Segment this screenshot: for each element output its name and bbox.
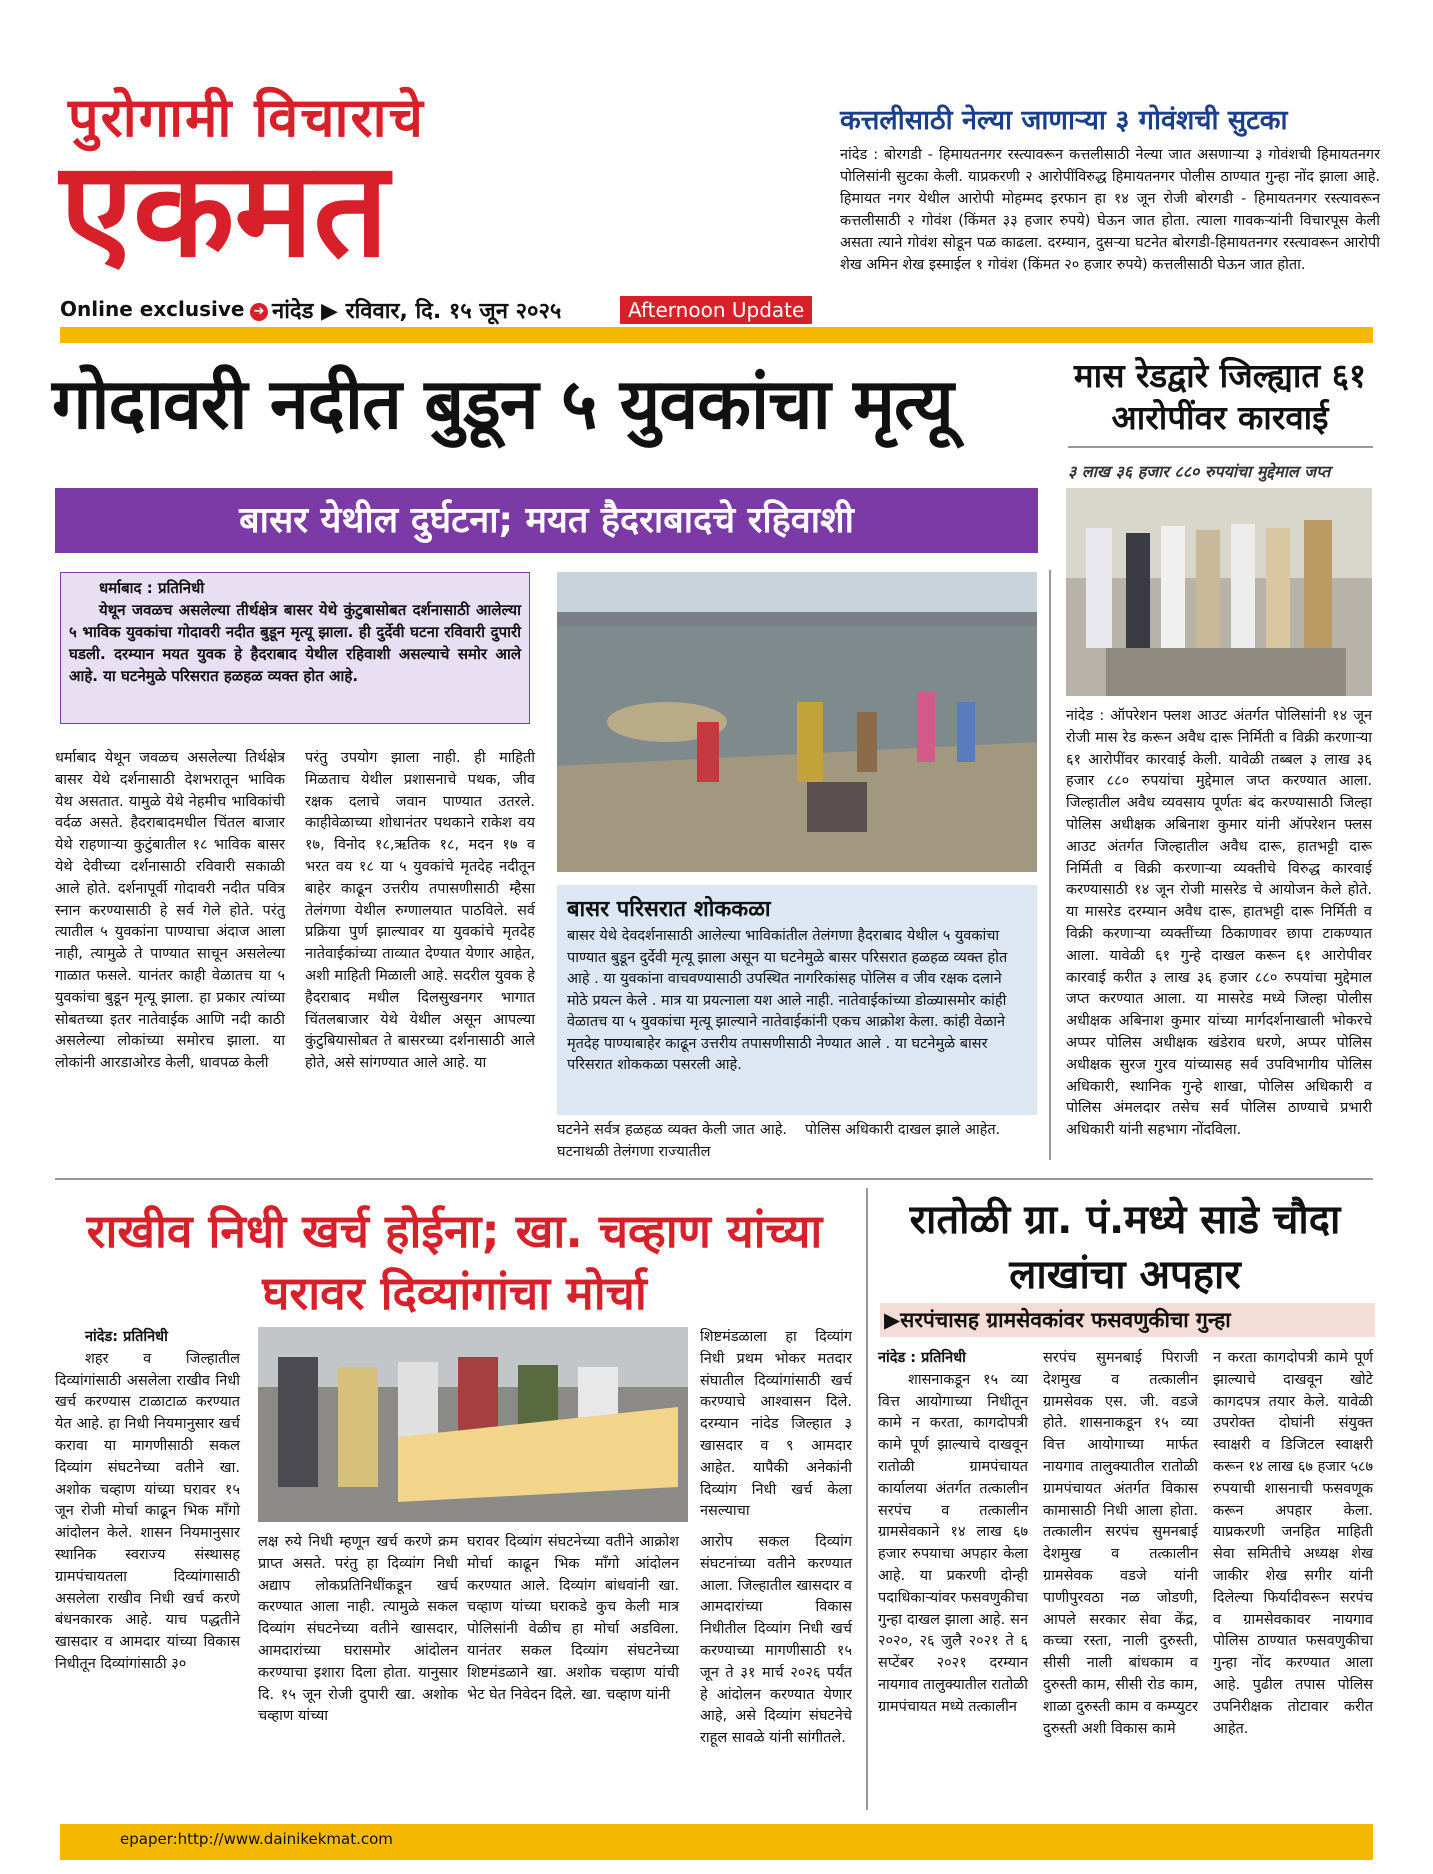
right-subheadline: ३ लाख ३६ हजार ८८० रुपयांचा मुद्देमाल जप्त [1068, 462, 1331, 481]
bottom-left-col-4-bottom: आरोप सकल दिव्यांग संघटनांच्या वतीने करण्यात आला. जिल्हातील खासदार व आमदारांच्या विकास निधीतील दिव्यांग निधी खर्च करण्याच्या मागणीसाठी १५ जून ते ३१ मार्च २०२६ पर्यंत हे आंदोलन करण्यात येणार आहे, असे दिव्यांग संघटनेचे राहूल सावळे यांनी सांगीतले. [700, 1534, 852, 1747]
main-byline: धर्माबाद : प्रतिनिधी [99, 579, 205, 597]
caption-body: बासर येथे देवदर्शनासाठी आलेल्या भाविकांतील तेलंगणा हैदराबाद येथील ५ युवकांचा पाण्यात बुडून दुर्देवी मृत्यू झाला असून या घटनेमुळे बासर परिसरात हळहळ व्यक्त होत आहे . या युवकांना वाचवण्यासाठी उपस्थित नागरिकांसह पोलिस व जीव रक्षक दलाने मोठे प्रयत्न केले . मात्र या प्रयत्नाला यश आले नाही. नातेवाईकांच्या डोळ्यासमोर कांही वेळातच या ५ युवकांचा मृत्यू झाल्याने नातेवाईकांनी एकच आक्रोश केला. कांही वेळाने मृतदेह पाण्याबाहेर काढून उत्तरीय तपासणीसाठी नेण्यात आले . या घटनेमुळे बासर परिसरात शोककळा पसरली आहे. [567, 928, 1008, 1073]
main-intro-text: येथून जवळच असलेल्या तीर्थक्षेत्र बासर येथे कुंटुबासोबत दर्शनासाठी आलेल्या ५ भाविक युवकांचा गोदावरी नदीत बुडून मृत्यू झाला. ही दुर्देवी घटना रविवारी दुपारी घडली. दरम्यान मयत युवक हे हैदराबाद येथील रहिवाशी असल्याचे समोर आले आहे. या घटनेमुळे परिसरात हळहळ व्यक्त होत आहे. [69, 601, 521, 685]
afternoon-update-badge: Afternoon Update [620, 296, 812, 324]
top-right-headline: कत्तलीसाठी नेल्या जाणाऱ्या ३ गोवंशची सुटका [840, 105, 1288, 136]
bottom-right-col-3: न करता कागदोपत्री कामे पूर्ण झाल्याचे दाखवून खोटे कागदपत्र तयार केले. यावेळी उपरोक्त दोघांनी संयुक्त स्वाक्षरी व डिजिटल स्वाक्षरी करून १४ लाख ६७ हजार ५८७ रुपयाची शासनाची फसवणूक करून अपहार केला. याप्रकरणी जनहित माहिती सेवा समितीचे अध्यक्ष शेख जाकीर शेख सगीर यांनी दिलेल्या फिर्यादीवरून सरपंच व ग्रामसेवकावर नायगाव पोलिस ठाण्यात फसवणुकीचा गुन्हा नोंद करण्यात आला आहे. पुढील तपास पोलिस उपनिरीक्षक तोटावार करीत आहेत. [1213, 1350, 1373, 1737]
police-photo-illustration [1066, 488, 1372, 696]
main-subheadline: बासर येथील दुर्घटना; मयत हैदराबादचे रहिवाशी [55, 488, 1038, 553]
main-col-3: घटनेने सर्वत्र हळहळ व्यक्त केली जात आहे. घटनाथळी तेलंगणा राज्यातील [557, 1122, 787, 1160]
bottom-right-subheadline: ▶सरपंचासह ग्रामसेवकांवर फसवणुकीचा गुन्हा [880, 1303, 1375, 1337]
bottom-left-col-4-top: शिष्टमंडळाला हा दिव्यांग निधी प्रथम भोकर मतदार संघातील दिव्यांगांसाठी खर्च करण्याचे आश्वासन दिले. दरम्यान नांदेड जिल्हात ३ खासदार व ९ आमदार आहेत. यापैकी अनेकांनी दिव्यांग निधी खर्च केला नसल्याचा [700, 1329, 852, 1520]
section-divider [55, 1178, 1373, 1180]
bottom-divider [866, 1188, 868, 1810]
bottom-left-col-2: लक्ष रुये निधी म्हणून खर्च करणे क्रम प्राप्त असते. परंतु हा दिव्यांग निधी अद्याप लोकप्रतिनिधींकडून खर्च करण्यात आला नाही. त्यामुळे सकल दिव्यांग संघटनेच्या वतीने खासदार, आमदारांच्या घरासमोर आंदोलन करण्याचा इशारा दिला होता. यानुसार दि. १५ जून रोजी दुपारी खा. अशोक चव्हाण यांच्या [258, 1534, 458, 1725]
protest-photo-illustration [258, 1327, 688, 1522]
bottom-right-byline: नांदेड : प्रतिनिधी [878, 1350, 966, 1366]
masthead-logo: एकमत [60, 132, 389, 287]
epaper-link[interactable]: epaper:http://www.dainikekmat.com [120, 1830, 393, 1848]
bottom-right-col-1 [878, 1348, 1028, 1719]
river-photo-illustration [557, 572, 1037, 872]
online-exclusive-label: Online exclusive [60, 297, 245, 321]
masthead-tagline: पुरोगामी विचाराचे [68, 86, 425, 149]
main-col-2: परंतु उपयोग झाला नाही. ही माहिती मिळताच येथील प्रशासनाचे पथक, जीव रक्षक दलाचे जवान पाण्यात उतरले. काहीवेळाच्या शोधानंतर पथकाने राकेश वय १७, विनोद १८,ऋतिक १८, मदन १७ व भरत वय १८ या ५ युवकांचे मृतदेह नदीतून बाहेर काढून उत्तरीय तपासणीसाठी म्हैसा तेलंगणा येथील रुग्णालयात पाठविले. सर्व प्रक्रिया पुर्ण झाल्यावर या युवकांचे मृतदेह नातेवाईकांच्या ताव्यात देण्यात येणार आहेत, अशी माहिती मिळाली आहे. सदरील युवक हे हैदराबाद मधील दिलसुखनगर भागात चिंतलबाजार येथे येथील असून आपल्या कुंटुबियासोबत ते बासरच्या दर्शनासाठी आले होते, असे सांगण्यात आले आहे. या [305, 750, 535, 1072]
right-headline: मास रेडद्वारे जिल्ह्यात ६१ आरोपींवर कारवाई [1073, 356, 1367, 437]
right-headline-rule [1068, 446, 1373, 448]
arrow-right-icon: ➔ [250, 303, 268, 321]
protest-photo [258, 1327, 688, 1522]
bottom-left-col-1 [55, 1327, 240, 1676]
right-body: नांदेड : ऑपरेशन फ्लश आउट अंतर्गत पोलिसांनी १४ जून रोजी मास रेड करून अवैध दारू निर्मिती व विक्री करणाऱ्या ६१ आरोपींवर कारवाई केली. यावेळी तब्बल ३ लाख ३६ हजार ८८० रुपयांचा मुद्देमाल जप्त करण्यात आला. जिल्हातील अवैध व्यवसाय पूर्णतः बंद करण्यासाठी जिल्हा पोलिस अधीक्षक अबिनाश कुमार यांनी ऑपरेशन फ्लस आउट अंतर्गत जिल्हातील अवैध दारू, हातभट्टी दारू निर्मिती व विक्री करणाऱ्या व्यक्तीचे विरुद्ध कारवाई करण्यासाठी १४ जून रोजी मासरेड चे आयोजन केले होते. या मासरेड दरम्यान अवैध दारू, हातभट्टी दारू निर्मिती व विक्री करणाऱ्या व्यक्तींच्या ठिकाणावर छापा टाकण्यात आला. यावेळी ६१ गुन्हे दाखल करून ६१ आरोपीवर कारवाई करीत ३ लाख ३६ हजार ८८० रुपयांचा मुद्देमाल जप्त करण्यात आला. या मासरेड मध्ये जिल्हा पोलीस अधीक्षक अबिनाश कुमार यांच्या मार्गदर्शनाखाली भोकरचे अप्पर पोलिस अधीक्षक खंडेराव धरणे, अप्पर पोलिस अधीक्षक सुरज गुरव यांच्यासह सर्व उपविभागीय पोलिस अधिकारी, स्थानिक गुन्हे शाखा, पोलिस अधिकारी व पोलिस अंमलदार तसेच सर्व पोलिस ठाण्याचे प्रभारी अधिकारी यांनी सहभाग नोंदविला. [1066, 708, 1372, 1139]
bottom-left-headline: राखीव निधी खर्च होईना; खा. चव्हाण यांच्या घरावर दिव्यांगांचा मोर्चा [86, 1204, 823, 1320]
bottom-right-col-2: सरपंच सुमनबाई पिराजी देशमुख व तत्कालीन ग्रामसेवक एस. जी. वडजे होते. शासनाकडून १५ व्या वित्त आयोगाच्या मार्फत नायगाव तालुक्यातील रातोळी ग्रामपंचायत अंतर्गत विकास कामासाठी निधी आला होता. तत्कालीन सरपंच सुमनबाई देशमुख व तत्कालीन ग्रामसेवक वडजे यांनी पाणीपुरवठा नळ जोडणी, आपले सरकार सेवा केंद्र, कच्चा रस्ता, नाली दुरुस्ती, सीसी नाली बांधकाम व दुरुस्ती काम, सीसी रोड काम, शाळा दुरुस्ती काम व कम्प्युटर दुरुस्ती अशी विकास कामे [1043, 1350, 1198, 1737]
main-col-4: पोलिस अधिकारी दाखल झाले आहेत. [805, 1122, 1001, 1138]
bottom-left-col-1-text: शहर व जिल्हातील दिव्यांगांसाठी असलेला राखीव निधी खर्च करण्यास टाळाटाळ करण्यात येत आहे. हा निधी नियमानुसार खर्च करावा या मागणीसाठी सकल दिव्यांग संघटनेच्या वतीने खा. अशोक चव्हाण यांच्या घरावर १५ जून रोजी मोर्चा काढून भिक माँगो आंदोलन केले. शासन नियमानुसार स्थानिक स्वराज्य संस्थासह ग्रामपंचायतला दिव्यांगासाठी असलेला राखीव निधी खर्च करणे बंधनकारक आहे. याच पद्धतीने खासदार व आमदार यांच्या विकास निधीतून दिव्यांगांसाठी ३० [55, 1350, 240, 1672]
bottom-right-col-1-text: शासनाकडून १५ व्या वित्त आयोगाच्या निधीतून कामे न करता, कागदोपत्री कामे पूर्ण झाल्याचे दाखवून रातोळी ग्रामपंचायत कार्यालया अंतर्गत तत्कालीन सरपंच व तत्कालीन ग्रामसेवकाने १४ लाख ६७ हजार रुपयाचा अपहार केला आहे. या प्रकरणी दोन्ही पदाधिकाऱ्यांवर फसवणुकीचा गुन्हा दाखल झाला आहे. सन २०२०, २६ जुलै २०२१ ते ६ सप्टेंबर २०२१ दरम्यान नायगाव तालुक्यातील रातोळी ग्रामपंचायत मध्ये तत्कालीन [878, 1371, 1028, 1715]
main-right-divider [1049, 570, 1051, 1160]
main-col-1: धर्माबाद येथून जवळच असलेल्या तिर्थक्षेत्र बासर येथे दर्शनासाठी देशभरातून भाविक येथ असतात. यामुळे येथे नेहमीच भाविकांची वर्दळ असते. हैदराबादमधील चिंतल बाजार येथे राहणाऱ्या कुटुंबातील १८ भाविक बासर येथे देवीच्या दर्शनासाठी रविवारी सकाळी आले होते. दर्शनापूर्वी गोदावरी नदीत पवित्र स्नान करण्यासाठी हे सर्व गेले होते. परंतु त्यातील ५ युवकांना पाण्याचा अंदाज आला नाही, त्यामुळे ते पाण्यात साचून असलेल्या गाळात फसले. यानंतर काही वेळातच या ५ युवकांचा बुडून मृत्यू झाला. हा प्रकार त्यांच्या सोबतच्या इतर नातेवाईक आणि नदी काठी असलेल्या लोकांच्या समोरच झाला. या लोकांनी आरडाओरड केली, धावपळ केली [55, 750, 285, 1072]
bottom-left-byline: नांदेड: प्रतिनिधी [85, 1329, 168, 1345]
top-right-body: नांदेड : बोरगडी - हिमायतनगर रस्त्यावरून कत्तलीसाठी नेल्या जात असणाऱ्या ३ गोवंशची हिमायतनगर पोलिसांनी सुटका केली. याप्रकरणी २ आरोपींविरुद्ध हिमायतनगर पोलीस ठाण्यात गुन्हा नोंद झाला आहे. हिमायत नगर येथील आरोपी मोहम्मद इरफान हा १४ जून रोजी बोरगडी - हिमायतनगर रस्त्यावरून कत्तलीसाठी २ गोवंश (किंमत ३३ हजार रुपये) घेऊन जात होता. त्याला गावकऱ्यांनी विचारपूस केली असता त्याने गोवंश सोडून पळ काढला. दरम्यान, दुसऱ्या घटनेत बोरगडी-हिमायतनगर रस्त्यावरून आरोपी शेख अमिन शेख इस्माईल १ गोवंश (किंमत २० हजार रुपये) कत्तलीसाठी घेऊन जात होता. [840, 147, 1380, 273]
dateline-text: नांदेड ▶ रविवार, दि. १५ जून २०२५ [272, 299, 562, 324]
dateline [250, 295, 561, 325]
main-intro-box [60, 572, 530, 724]
main-headline: गोदावरी नदीत बुडून ५ युवकांचा मृत्यू [52, 363, 953, 445]
bottom-left-col-3: घरावर दिव्यांग संघटनेच्या वतीने आक्रोश मोर्चा काढून भिक माँगो आंदोलन करण्यात आले. दिव्यांग बांधवांनी खा. चव्हाण यांच्या घराकडे कुच केली मात्र पोलिसांनी वेळीच हा मोर्चा अडविला. यानंतर सकल दिव्यांग संघटनेच्या शिष्टमंडळाने खा. अशोक चव्हाण यांची भेट घेत निवेदन दिले. खा. चव्हाण यांनी [467, 1534, 679, 1703]
river-photo [557, 572, 1037, 872]
caption-title: बासर परिसरात शोककळा [567, 897, 771, 922]
yellow-divider [60, 327, 1373, 343]
police-photo [1066, 488, 1372, 696]
bottom-right-headline: रातोळी ग्रा. पं.मध्ये साडे चौदा लाखांचा अपहार [909, 1197, 1341, 1298]
